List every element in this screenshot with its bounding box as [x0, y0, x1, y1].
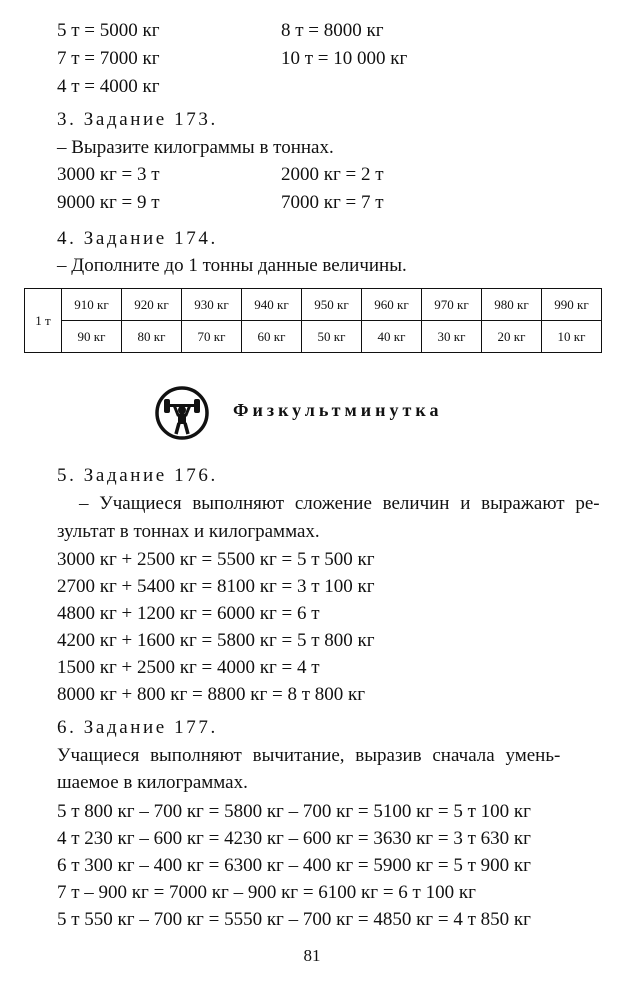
- answer-line: 4 т 230 кг – 600 кг = 4230 кг – 600 кг = 3630 кг = 3 т 630 кг: [57, 828, 531, 849]
- table-cell: 50 кг: [302, 321, 362, 353]
- answer-line: 2700 кг + 5400 кг = 8100 кг = 3 т 100 кг: [57, 576, 375, 597]
- table-cell: 60 кг: [242, 321, 302, 353]
- table-cell: 930 кг: [182, 289, 242, 321]
- physical-break-banner: [154, 385, 464, 443]
- answer-line: 5 т 800 кг – 700 кг = 5800 кг – 700 кг = 5100 кг = 5 т 100 кг: [57, 801, 531, 822]
- table-cell: 40 кг: [362, 321, 422, 353]
- answer-line: 3000 кг + 2500 кг = 5500 кг = 5 т 500 кг: [57, 549, 375, 570]
- table-cell: 80 кг: [122, 321, 182, 353]
- answer-line: 7 т – 900 кг = 7000 кг – 900 кг = 6100 кг = 6 т 100 кг: [57, 882, 476, 903]
- table-unit-cell: 1 т: [25, 289, 62, 353]
- table-cell: 940 кг: [242, 289, 302, 321]
- conversion-line: 10 т = 10 000 кг: [281, 48, 408, 69]
- table-cell: 70 кг: [182, 321, 242, 353]
- table-cell: 970 кг: [422, 289, 482, 321]
- table-cell: 920 кг: [122, 289, 182, 321]
- physical-break-label: Физкультминутка: [233, 400, 443, 420]
- table-row: [25, 321, 602, 353]
- table-cell: 980 кг: [482, 289, 542, 321]
- ton-complement-table: [24, 288, 602, 353]
- answer-line: 4800 кг + 1200 кг = 6000 кг = 6 т: [57, 603, 320, 624]
- table-cell: 20 кг: [482, 321, 542, 353]
- task-173-heading: 3. Задание 173.: [57, 109, 218, 130]
- page-number: 81: [303, 946, 321, 965]
- answer-line: 2000 кг = 2 т: [281, 164, 384, 185]
- task-176-intro: зультат в тоннах и килограммах.: [57, 521, 320, 542]
- answer-line: 4200 кг + 1600 кг = 5800 кг = 5 т 800 кг: [57, 630, 375, 651]
- answer-line: 6 т 300 кг – 400 кг = 6300 кг – 400 кг = 5900 кг = 5 т 900 кг: [57, 855, 531, 876]
- task-173-instruction: – Выразите килограммы в тоннах.: [57, 137, 334, 158]
- answer-line: 8000 кг + 800 кг = 8800 кг = 8 т 800 кг: [57, 684, 366, 705]
- conversion-line: 4 т = 4000 кг: [57, 76, 160, 97]
- answer-line: 1500 кг + 2500 кг = 4000 кг = 4 т: [57, 657, 320, 678]
- table-cell: 950 кг: [302, 289, 362, 321]
- task-176-heading: 5. Задание 176.: [57, 465, 218, 486]
- task-177-heading: 6. Задание 177.: [57, 717, 218, 738]
- answer-line: 7000 кг = 7 т: [281, 192, 384, 213]
- task-174-instruction: – Дополните до 1 тонны данные величины.: [57, 255, 407, 276]
- table-cell: 10 кг: [542, 321, 602, 353]
- conversion-line: 5 т = 5000 кг: [57, 20, 160, 41]
- table-row: [25, 289, 602, 321]
- answer-line: 3000 кг = 3 т: [57, 164, 160, 185]
- table-cell: 910 кг: [62, 289, 122, 321]
- task-177-intro: Учащиеся выполняют вычитание, выразив сначала умень-: [57, 745, 561, 766]
- conversion-line: 7 т = 7000 кг: [57, 48, 160, 69]
- task-176-intro: – Учащиеся выполняют сложение величин и выражают ре-: [79, 493, 600, 514]
- answer-line: 5 т 550 кг – 700 кг = 5550 кг – 700 кг = 4850 кг = 4 т 850 кг: [57, 909, 531, 930]
- conversion-line: 8 т = 8000 кг: [281, 20, 384, 41]
- task-174-heading: 4. Задание 174.: [57, 228, 218, 249]
- table-cell: 90 кг: [62, 321, 122, 353]
- task-177-intro: шаемое в килограммах.: [57, 772, 248, 793]
- table-cell: 30 кг: [422, 321, 482, 353]
- weightlifter-icon: [154, 385, 210, 441]
- answer-line: 9000 кг = 9 т: [57, 192, 160, 213]
- table-cell: 960 кг: [362, 289, 422, 321]
- table-cell: 990 кг: [542, 289, 602, 321]
